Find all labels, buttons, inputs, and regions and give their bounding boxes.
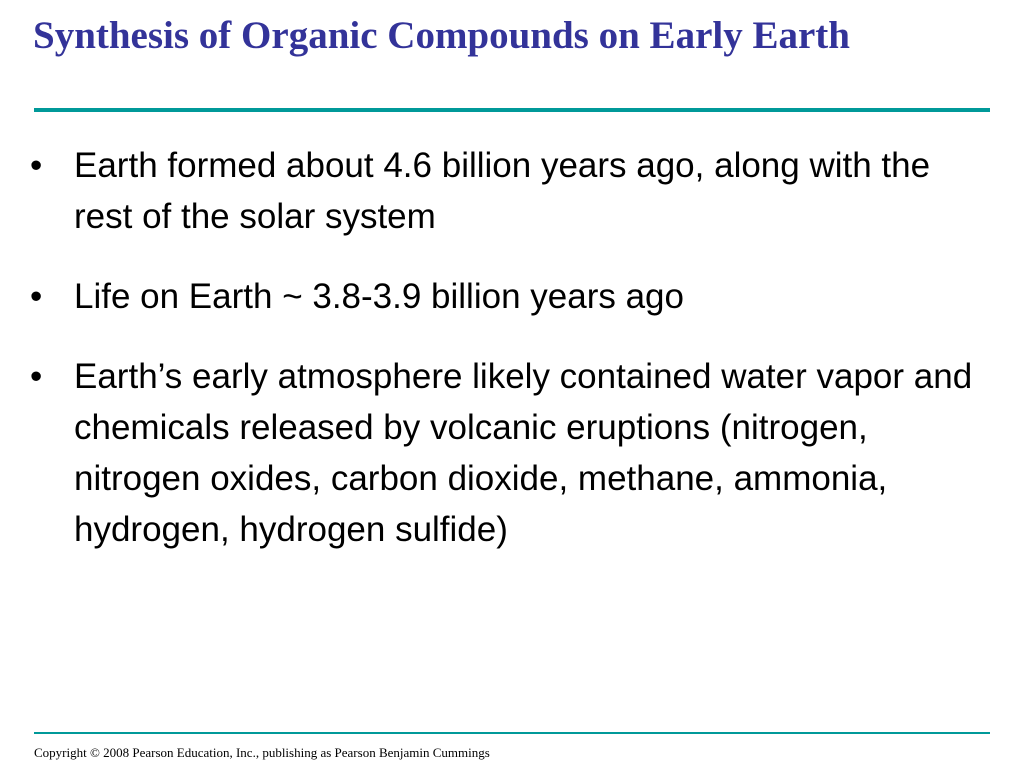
bullet-icon: • xyxy=(30,357,43,396)
bullet-item xyxy=(30,351,990,555)
copyright-footer: Copyright © 2008 Pearson Education, Inc., publishing as Pearson Benjamin Cummings xyxy=(34,745,490,760)
bullet-text: Earth’s early atmosphere likely contained water vapor and chemicals released by volcanic eruptions (nitrogen, nitrogen oxides, carbon dioxide, methane, ammonia, hydrogen, hydrogen sulfide) xyxy=(74,357,973,549)
bullet-text: Earth formed about 4.6 billion years ago, along with the rest of the solar system xyxy=(74,146,931,236)
bullet-item xyxy=(30,271,990,322)
bullet-item xyxy=(30,140,990,242)
bullet-text: Life on Earth ~ 3.8-3.9 billion years ago xyxy=(74,277,684,316)
footer-divider xyxy=(34,732,990,734)
bullet-icon: • xyxy=(30,277,43,316)
bullet-icon: • xyxy=(30,146,43,185)
title-divider xyxy=(34,108,990,112)
bullet-list xyxy=(30,140,990,584)
slide-title: Synthesis of Organic Compounds on Early Earth xyxy=(33,14,850,57)
